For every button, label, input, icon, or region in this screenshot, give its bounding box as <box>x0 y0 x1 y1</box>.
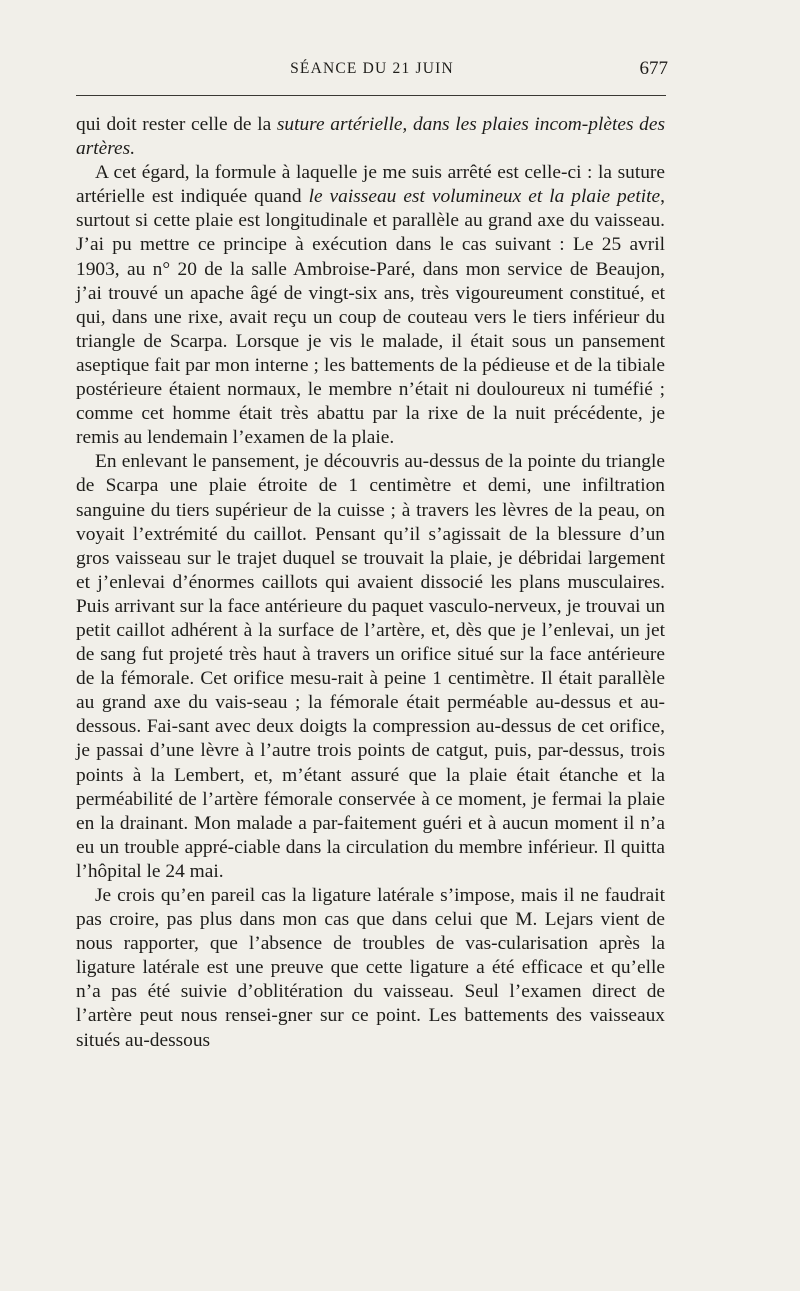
body-text <box>76 113 665 1053</box>
text-run: A cet égard, la formule à laquelle je me suis arrêté est celle-ci : la suture artérielle est indiquée quand <box>76 162 665 208</box>
running-head <box>76 58 668 84</box>
paragraph <box>76 450 665 884</box>
text-run: Je crois qu’en pareil cas la ligature latérale s’impose, mais il ne faudrait pas croire, pas plus dans mon cas que dans celui que M. Lejars vient de nous rapporter, que l’absence de troubles de vas-cularisation après la ligature latérale est une preuve que cette ligature a été efficace et qu’elle n’a pas été suivie d’oblitération du vaisseau. Seul l’examen direct de l’artère peut nous rensei-gner sur ce point. Les battements des vaisseaux situés au-dessous <box>76 885 665 1051</box>
paragraph <box>76 884 665 1053</box>
paragraph <box>76 113 665 161</box>
italic-text: le vaisseau est volumineux et la plaie petite <box>308 186 661 208</box>
paragraph <box>76 161 665 450</box>
page-number: 677 <box>639 58 668 79</box>
running-title: SÉANCE DU 21 JUIN <box>290 60 454 77</box>
text-run: qui doit rester celle de la <box>76 114 277 135</box>
italic-text: suture artérielle, dans les plaies incom-plètes des artères. <box>76 114 665 160</box>
text-run: , surtout si cette plaie est longitudinale et parallèle au grand axe du vaisseau. J’ai pu mettre ce principe à exécution dans le cas suivant : Le 25 avril 1903, au n° 20 de la salle Ambroise-Paré, dans mon service de Beaujon, j’ai trouvé un apache âgé de vingt-six ans, très vigoureument constitué, et qui, dans une rixe, avait reçu un coup de couteau vers le tiers inférieur du triangle de Scarpa. Lorsque je vis le malade, il était sous un pansement aseptique fait par mon interne ; les battements de la pédieuse et de la tibiale postérieure étaient normaux, le membre n’était ni douloureux ni tuméfié ; comme cet homme était très abattu par la rixe de la nuit précédente, je remis au lendemain l’examen de la plaie. <box>76 186 665 449</box>
text-run: En enlevant le pansement, je découvris au-dessus de la pointe du triangle de Scarpa une plaie étroite de 1 centimètre et demi, une infiltration sanguine du tiers supérieur de la cuisse ; à travers les lèvres de la peau, on voyait l’extrémité du caillot. Pensant qu’il s’agissait de la blessure d’un gros vaisseau sur le trajet duquel se trouvait la plaie, je débridai largement et j’enlevai d’énormes caillots qui avaient dissocié les plans musculaires. Puis arrivant sur la face antérieure du paquet vasculo-nerveux, je trouvai un petit caillot adhérent à la surface de l’artère, et, dès que je l’enlevai, un jet de sang fut projeté très haut à travers un orifice situé sur la face antérieure de la fémorale. Cet orifice mesu-rait à peine 1 centimètre. Il était parallèle au grand axe du vais-seau ; la fémorale était perméable au-dessus et au-dessous. Fai-sant avec deux doigts la compression au-dessus de cet orifice, je passai d’une lèvre à l’autre trois points de catgut, puis, par-dessus, trois points à la Lembert, et, m’étant assuré que la plaie était étanche et la perméabilité de l’artère fémorale conservée à ce moment, je fermai la plaie en la drainant. Mon malade a par-faitement guéri et à aucun moment il n’a eu un trouble appré-ciable dans la circulation du membre inférieur. Il quitta l’hôpital le 24 mai. <box>76 451 665 882</box>
header-rule <box>76 95 666 96</box>
